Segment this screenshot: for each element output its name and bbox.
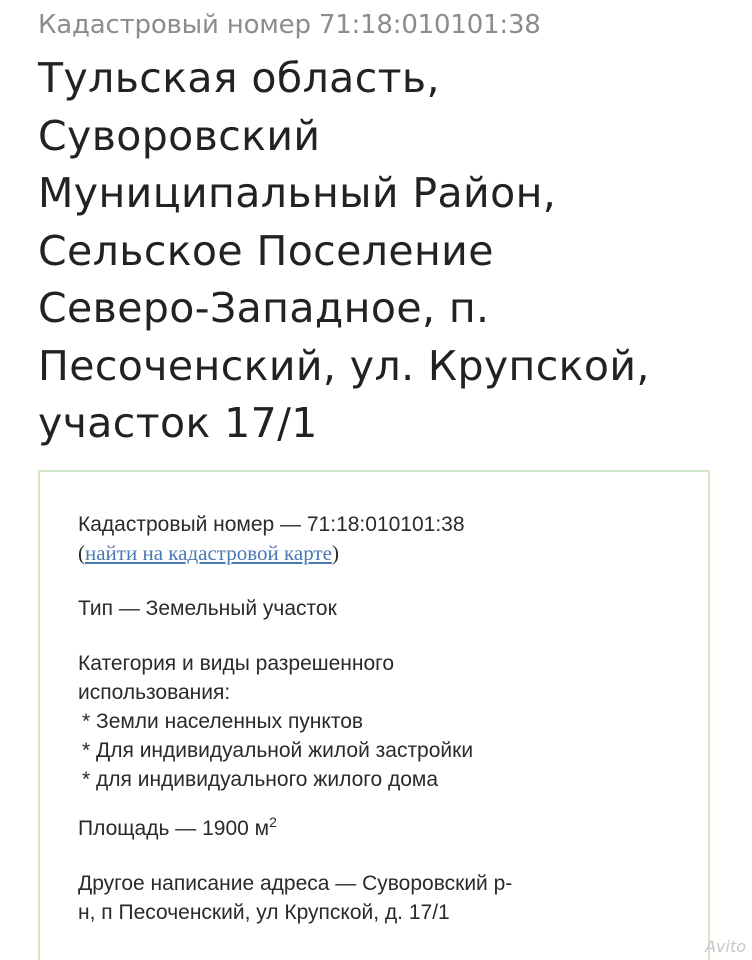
address-line: Тульская область,: [38, 54, 440, 102]
paren-close: ): [331, 541, 339, 565]
category-item: * Земли населенных пунктов: [82, 710, 364, 733]
address-title: [38, 50, 738, 453]
map-link-row: [78, 539, 678, 568]
category-list: [78, 707, 678, 794]
area-line: [78, 814, 678, 843]
alt-address-line: Другое написание адреса — Суворовский р-: [78, 872, 513, 895]
cadastral-caption: Кадастровый номер 71:18:010101:38: [38, 10, 541, 40]
area-superscript: 2: [269, 814, 277, 830]
category-item: * Для индивидуальной жилой застройки: [82, 739, 474, 762]
category-heading: использования:: [78, 681, 231, 704]
address-line: Суворовский: [38, 111, 321, 160]
cadastral-map-link[interactable]: найти на кадастровой карте: [85, 541, 332, 565]
address-line: Северо-Западное, п.: [38, 284, 490, 332]
card-body: [78, 510, 678, 927]
watermark-logo: Avito: [705, 937, 746, 956]
cadastral-number-line: Кадастровый номер — 71:18:010101:38: [78, 513, 465, 536]
info-card: [38, 470, 710, 960]
type-line: Тип — Земельный участок: [78, 597, 337, 620]
address-line: Сельское Поселение: [38, 226, 494, 275]
alt-address-line: н, п Песоченский, ул Крупской, д. 17/1: [78, 901, 450, 924]
address-line: Песоченский, ул. Крупской,: [38, 341, 650, 390]
spacer: [78, 568, 678, 594]
spacer: [78, 623, 678, 649]
spacer: [78, 794, 678, 814]
spacer: [78, 843, 678, 869]
category-item: * для индивидуального жилого дома: [82, 768, 439, 791]
paren-open: (: [78, 541, 85, 565]
address-line: участок 17/1: [38, 399, 318, 447]
address-line: Муниципальный Район,: [38, 169, 557, 217]
category-heading: Категория и виды разрешенного: [78, 652, 395, 675]
area-label: Площадь — 1900 м: [78, 817, 270, 840]
